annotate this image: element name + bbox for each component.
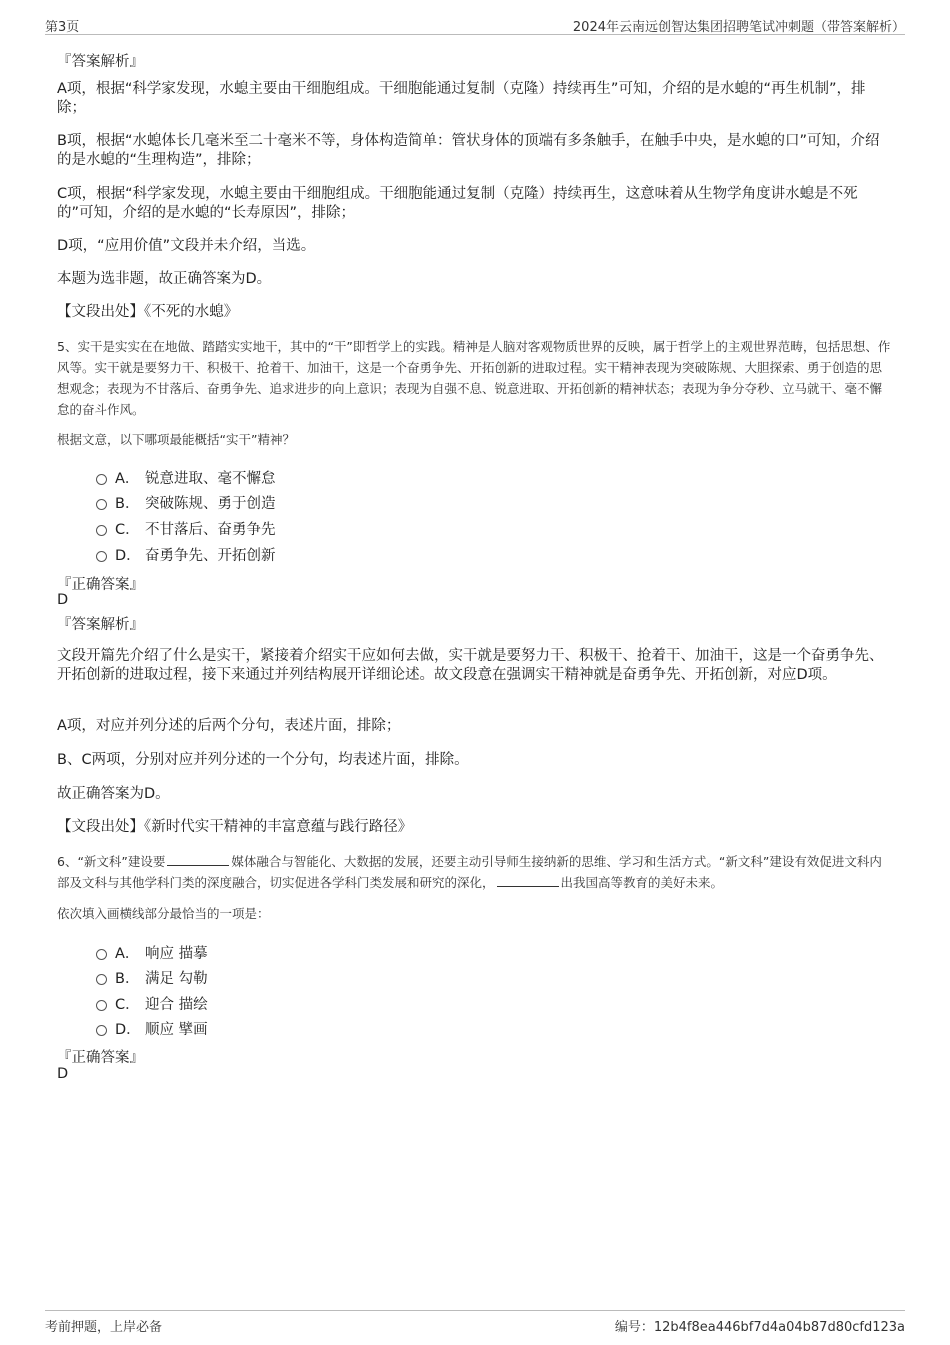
option-letter: B． [115, 971, 140, 987]
q5-analysis-p4: 故正确答案为D。 [57, 786, 170, 802]
q5-question: 根据文意，以下哪项最能概括“实干”精神？ [57, 432, 295, 447]
q5-option-a[interactable] [96, 467, 276, 488]
q6-option-d[interactable] [96, 1018, 208, 1039]
page-header [45, 14, 905, 35]
radio-icon[interactable] [96, 1025, 107, 1036]
footer-serial [615, 1316, 905, 1335]
q6-stem-part1: 6、“新文科”建设要 [57, 854, 166, 869]
q5-analysis-heading: 『答案解析』 [57, 617, 144, 633]
q4-analysis-a: A项，根据“科学家发现，水螅主要由干细胞组成。干细胞能通过复制（克隆）持续再生”可知，介绍的是水螅的“再生机制”，排除； [57, 81, 866, 116]
radio-icon[interactable] [96, 525, 107, 536]
option-letter: A． [115, 471, 140, 487]
page-number: 第3页 [45, 20, 80, 35]
q4-source: 【文段出处】《不死的水螅》 [57, 304, 239, 320]
page-footer [45, 1310, 905, 1335]
radio-icon[interactable] [96, 974, 107, 985]
option-text: 顺应 擘画 [145, 1022, 208, 1038]
q6-option-c[interactable] [96, 993, 208, 1014]
option-letter: A． [115, 946, 140, 962]
q5-analysis-p1: 文段开篇先介绍了什么是实干，紧接着介绍实干应如何去做，实干就是要努力干、积极干、抢着干、加油干，这是一个奋勇争先、开拓创新的进取过程，接下来通过并列结构展开详细论述。故文段意在强调实干精神就是奋勇争先、开拓创新，对应D项。 [57, 648, 884, 683]
q6-question: 依次填入画横线部分最恰当的一项是： [57, 906, 270, 921]
radio-icon[interactable] [96, 949, 107, 960]
document-title: 2024年云南远创智达集团招聘笔试冲刺题（带答案解析） [572, 20, 905, 35]
q5-analysis-p3: B、C两项，分别对应并列分述的一个分句，均表述片面，排除。 [57, 752, 469, 768]
q6-stem-part2: 媒体融合与智能化、大数据的发展，还要主动引导师生接纳新的思维、学习和生活方式。“新文科”建设有效促进文科内部及文科与其他学科门类的深度融合，切实促进各学科门类发展和研究的深化， [57, 854, 882, 890]
option-letter: B． [115, 496, 140, 512]
q6-option-b[interactable] [96, 967, 208, 988]
q4-analysis-heading: 『答案解析』 [57, 54, 144, 70]
q6-stem [57, 851, 892, 893]
q6-option-a[interactable] [96, 942, 208, 963]
q4-analysis-c: C项，根据“科学家发现，水螅主要由干细胞组成。干细胞能通过复制（克隆）持续再生，这意味着从生物学角度讲水螅是不死的”可知，介绍的是水螅的“长寿原因”，排除； [57, 186, 858, 221]
q5-option-c[interactable] [96, 518, 276, 539]
q6-stem-part3: 出我国高等教育的美好未来。 [560, 875, 724, 890]
q6-answer: D [57, 1066, 69, 1082]
option-text: 迎合 描绘 [145, 997, 208, 1013]
q5-stem: 5、实干是实实在在地做、踏踏实实地干，其中的“干”即哲学上的实践。精神是人脑对客观物质世界的反映，属于哲学上的主观世界范畴，包括思想、作风等。实干就是要努力干、积极干、抢着干、加油干，这是一个奋勇争先、开拓创新的进取过程。实干精神表现为突破陈规、大胆探索、勇于创造的思想观念；表现为不甘落后、奋勇争先、追求进步的向上意识；表现为自强不息、锐意进取、开拓创新的精神状态；表现为争分夺秒、立马就干、毫不懈怠的奋斗作风。 [57, 339, 891, 417]
q6-answer-heading: 『正确答案』 [57, 1050, 144, 1066]
option-letter: C． [115, 997, 140, 1013]
q5-source: 【文段出处】《新时代实干精神的丰富意蕴与践行路径》 [57, 819, 413, 835]
option-text: 奋勇争先、开拓创新 [145, 548, 276, 564]
serial-label: 编号： [614, 1320, 654, 1335]
q5-option-d[interactable] [96, 544, 276, 565]
option-text: 响应 描摹 [145, 946, 208, 962]
footer-slogan: 考前押题，上岸必备 [45, 1320, 163, 1335]
q5-option-b[interactable] [96, 492, 276, 513]
radio-icon[interactable] [96, 551, 107, 562]
option-text: 锐意进取、毫不懈怠 [145, 471, 276, 487]
q4-analysis-d: D项，“应用价值”文段并未介绍，当选。 [57, 238, 316, 254]
option-text: 突破陈规、勇于创造 [145, 496, 276, 512]
q5-answer: D [57, 592, 69, 608]
q5-answer-heading: 『正确答案』 [57, 577, 144, 593]
option-text: 不甘落后、奋勇争先 [145, 522, 276, 538]
fill-blank-1[interactable] [167, 853, 229, 866]
fill-blank-2[interactable] [497, 874, 559, 887]
q4-conclusion: 本题为选非题，故正确答案为D。 [57, 271, 272, 287]
q5-analysis-p2: A项，对应并列分述的后两个分句，表述片面，排除； [57, 718, 401, 734]
q4-analysis-b: B项，根据“水螅体长几毫米至二十毫米不等，身体构造简单：管状身体的顶端有多条触手，在触手中央，是水螅的口”可知，介绍的是水螅的“生理构造”，排除； [57, 133, 880, 168]
radio-icon[interactable] [96, 474, 107, 485]
option-text: 满足 勾勒 [145, 971, 208, 987]
option-letter: C． [115, 522, 140, 538]
serial-value: 12b4f8ea446bf7d4a04b87d80cfd123a [653, 1320, 905, 1335]
radio-icon[interactable] [96, 1000, 107, 1011]
option-letter: D． [115, 548, 141, 564]
option-letter: D． [115, 1022, 141, 1038]
radio-icon[interactable] [96, 499, 107, 510]
